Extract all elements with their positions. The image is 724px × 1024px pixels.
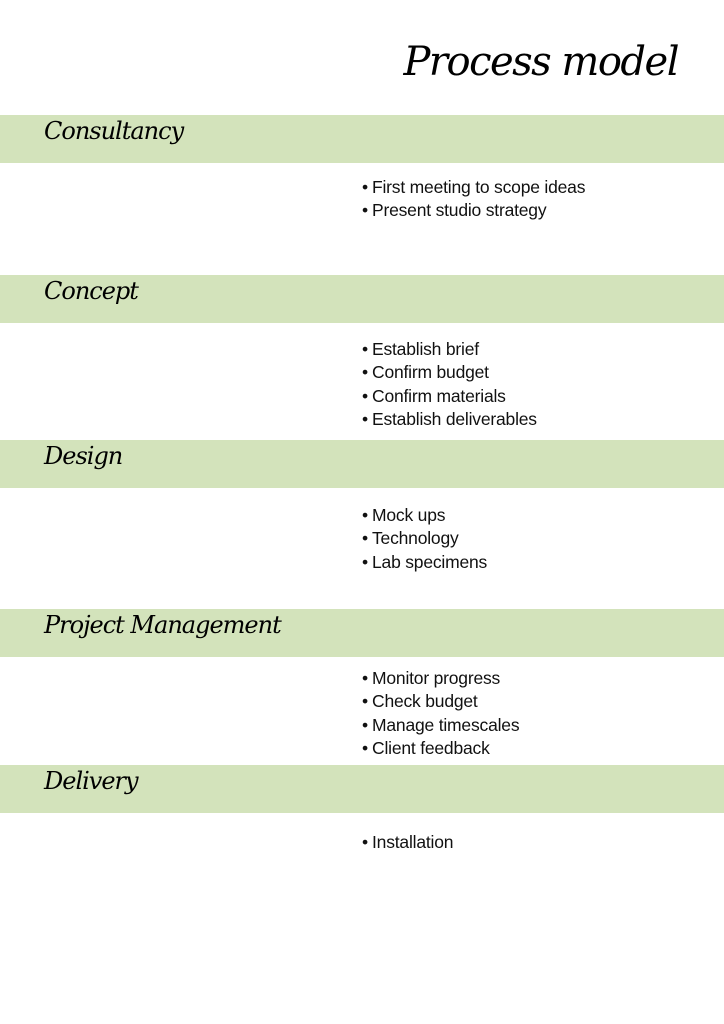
- bullet-icon: •: [362, 668, 368, 688]
- bullet-icon: •: [362, 691, 368, 712]
- list-item: • Present studio strategy: [362, 199, 585, 222]
- section-heading-consultancy: Consultancy: [44, 117, 184, 145]
- bullet-icon: •: [362, 737, 368, 758]
- section-list-delivery: [362, 831, 453, 854]
- section-list-consultancy: [362, 176, 585, 223]
- list-item: • Establish deliverables: [362, 408, 537, 431]
- bullet-icon: •: [362, 385, 368, 406]
- list-item: • Check budget: [362, 690, 519, 713]
- bullet-icon: •: [362, 714, 368, 735]
- bullet-icon: •: [362, 408, 368, 429]
- list-item: • Technology: [362, 527, 487, 550]
- list-item: • Mock ups: [362, 504, 487, 527]
- bullet-icon: •: [362, 200, 368, 221]
- section-band-project-management: [0, 609, 724, 657]
- section-heading-design: Design: [44, 442, 123, 470]
- section-band-concept: [0, 275, 724, 323]
- list-item: • Confirm materials: [362, 385, 537, 408]
- list-item: • Confirm budget: [362, 361, 537, 384]
- section-list-design: [362, 504, 487, 574]
- bullet-icon: •: [362, 505, 368, 525]
- section-band-design: [0, 440, 724, 488]
- section-heading-concept: Concept: [44, 277, 138, 305]
- bullet-icon: •: [362, 832, 368, 852]
- section-list-concept: [362, 338, 537, 431]
- bullet-icon: •: [362, 339, 368, 359]
- list-item: • Installation: [362, 831, 453, 854]
- section-heading-delivery: Delivery: [44, 767, 138, 795]
- bullet-icon: •: [362, 362, 368, 383]
- section-heading-project-management: Project Management: [44, 611, 281, 639]
- section-list-project-management: [362, 667, 519, 760]
- list-item: • Client feedback: [362, 737, 519, 760]
- list-item: • Lab specimens: [362, 551, 487, 574]
- list-item: • Establish brief: [362, 338, 537, 361]
- section-band-consultancy: [0, 115, 724, 163]
- list-item: • First meeting to scope ideas: [362, 176, 585, 199]
- list-item: • Manage timescales: [362, 714, 519, 737]
- bullet-icon: •: [362, 528, 368, 549]
- bullet-icon: •: [362, 177, 368, 197]
- bullet-icon: •: [362, 551, 368, 572]
- page-title: Process model: [403, 39, 678, 85]
- section-band-delivery: [0, 765, 724, 813]
- list-item: • Monitor progress: [362, 667, 519, 690]
